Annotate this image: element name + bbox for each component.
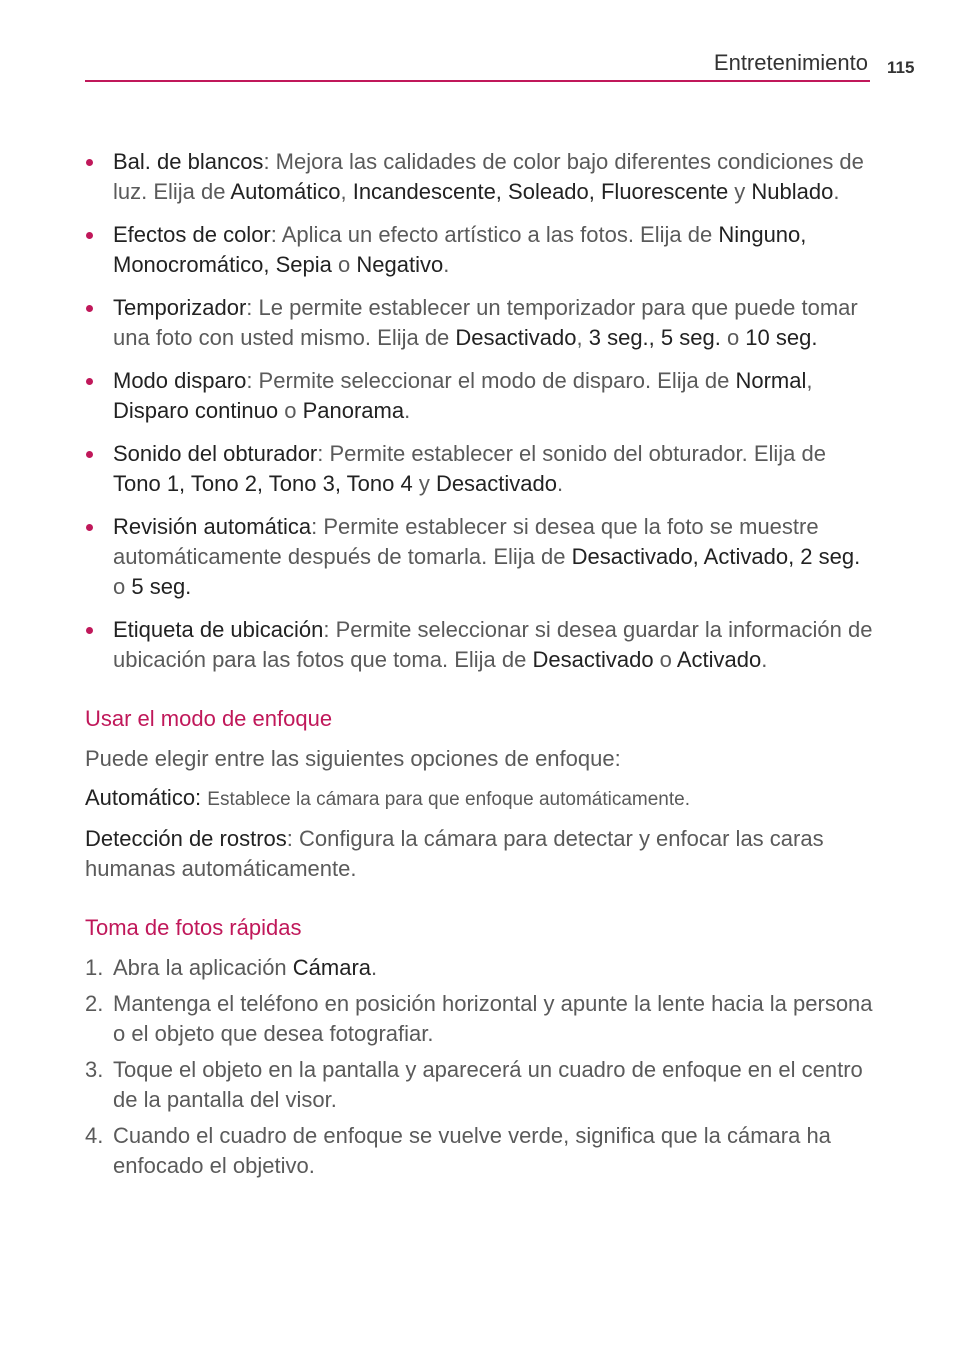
body-text: o	[653, 647, 677, 672]
list-item	[85, 615, 875, 675]
body-text: Mantenga el teléfono en posición horizontal y apunte la lente hacia la persona o el objeto que desea fotografiar.	[113, 991, 873, 1046]
body-text: y	[412, 471, 436, 496]
body-text: ,	[340, 179, 353, 204]
body-text: o	[278, 398, 303, 423]
body-text: o	[331, 252, 357, 277]
body-text: ,	[806, 368, 813, 393]
bold-term: Activado	[676, 647, 762, 672]
body-text: Cuando el cuadro de enfoque se vuelve verde, significa que la cámara ha enfocado el objetivo.	[113, 1123, 831, 1178]
bold-term: Desactivado	[455, 325, 577, 350]
body-text: o	[113, 574, 132, 599]
step-number: 3.	[85, 1057, 104, 1082]
focus-face-term: Detección de rostros	[85, 826, 287, 851]
step-item	[85, 989, 875, 1049]
body-text: Toque el objeto en la pantalla y aparecerá un cuadro de enfoque en el centro de la pantalla del visor.	[113, 1057, 863, 1112]
body-text: .	[557, 471, 564, 496]
bold-term: Desactivado	[435, 471, 558, 496]
bold-term: Automático	[230, 179, 341, 204]
bold-term: 5 seg.	[131, 574, 192, 599]
body-text: : Permite seleccionar el modo de disparo. Elija de	[246, 368, 736, 393]
list-item	[85, 220, 875, 280]
bold-term: Desactivado	[532, 647, 654, 672]
body-text: Abra la aplicación	[113, 955, 293, 980]
page-content	[85, 147, 875, 1187]
body-text: .	[833, 179, 840, 204]
body-text: .	[443, 252, 450, 277]
section-header-title: Entretenimiento	[713, 50, 868, 75]
focus-auto-definition	[85, 783, 875, 815]
bold-term: Tono 1, Tono 2, Tono 3, Tono 4	[113, 471, 413, 496]
step-item	[85, 1121, 875, 1181]
bold-term: Temporizador	[113, 295, 247, 320]
body-text: ,	[576, 325, 589, 350]
bold-term: Bal. de blancos	[113, 149, 264, 174]
body-text: .	[404, 398, 411, 423]
step-number: 1.	[85, 955, 104, 980]
bold-term: 3 seg., 5 seg.	[588, 325, 721, 350]
bold-term: Revisión automática	[113, 514, 312, 539]
step-number: 4.	[85, 1123, 104, 1148]
bold-term: 10 seg.	[745, 325, 818, 350]
bold-term: Disparo continuo	[113, 398, 279, 423]
bold-term: Cámara	[292, 955, 372, 980]
body-text: y	[728, 179, 752, 204]
quick-steps-list	[85, 953, 875, 1181]
list-item	[85, 293, 875, 353]
list-item	[85, 512, 875, 602]
bold-term: Sonido del obturador	[113, 441, 318, 466]
focus-section-title: Usar el modo de enfoque	[85, 706, 333, 731]
page-number: 115	[887, 58, 915, 77]
body-text: o	[720, 325, 746, 350]
bold-term: Incandescente, Soleado, Fluorescente	[352, 179, 729, 204]
focus-auto-term: Automático:	[85, 785, 202, 810]
body-text: : Aplica un efecto artístico a las fotos. Elija de	[270, 222, 719, 247]
focus-face-definition	[85, 824, 875, 884]
bold-term: Desactivado, Activado, 2 seg.	[571, 544, 861, 569]
focus-auto-description: Establece la cámara para que enfoque automáticamente.	[207, 789, 690, 810]
header-divider	[85, 80, 870, 82]
bold-term: Normal	[735, 368, 807, 393]
list-item	[85, 439, 875, 499]
quick-section-title: Toma de fotos rápidas	[85, 915, 302, 940]
bold-term: Etiqueta de ubicación	[113, 617, 324, 642]
settings-bullet-list	[85, 147, 875, 675]
step-number: 2.	[85, 991, 104, 1016]
body-text: : Permite establecer si desea que la foto se muestre automáticamente después de tomarla. Elija de	[113, 514, 819, 569]
step-item	[85, 1055, 875, 1115]
list-item	[85, 366, 875, 426]
bold-term: Ninguno, Monocromático, Sepia	[113, 222, 807, 277]
bold-term: Nublado	[751, 179, 834, 204]
body-text: : Permite seleccionar si desea guardar la información de ubicación para las fotos que toma. Elija de	[113, 617, 873, 672]
body-text: : Mejora las calidades de color bajo diferentes condiciones de luz. Elija de	[113, 149, 864, 204]
bold-term: Modo disparo	[113, 368, 247, 393]
focus-face-description: : Configura la cámara para detectar y enfocar las caras humanas automáticamente.	[85, 826, 824, 881]
list-item	[85, 147, 875, 207]
bold-term: Negativo	[356, 252, 444, 277]
body-text: .	[371, 955, 378, 980]
body-text: : Le permite establecer un temporizador para que puede tomar una foto con usted mismo. Elija de	[113, 295, 858, 350]
bold-term: Efectos de color	[113, 222, 271, 247]
step-item	[85, 953, 875, 983]
body-text: : Permite establecer el sonido del obturador. Elija de	[317, 441, 827, 466]
bold-term: Panorama	[302, 398, 405, 423]
body-text: .	[761, 647, 768, 672]
focus-intro: Puede elegir entre las siguientes opciones de enfoque:	[85, 746, 621, 771]
